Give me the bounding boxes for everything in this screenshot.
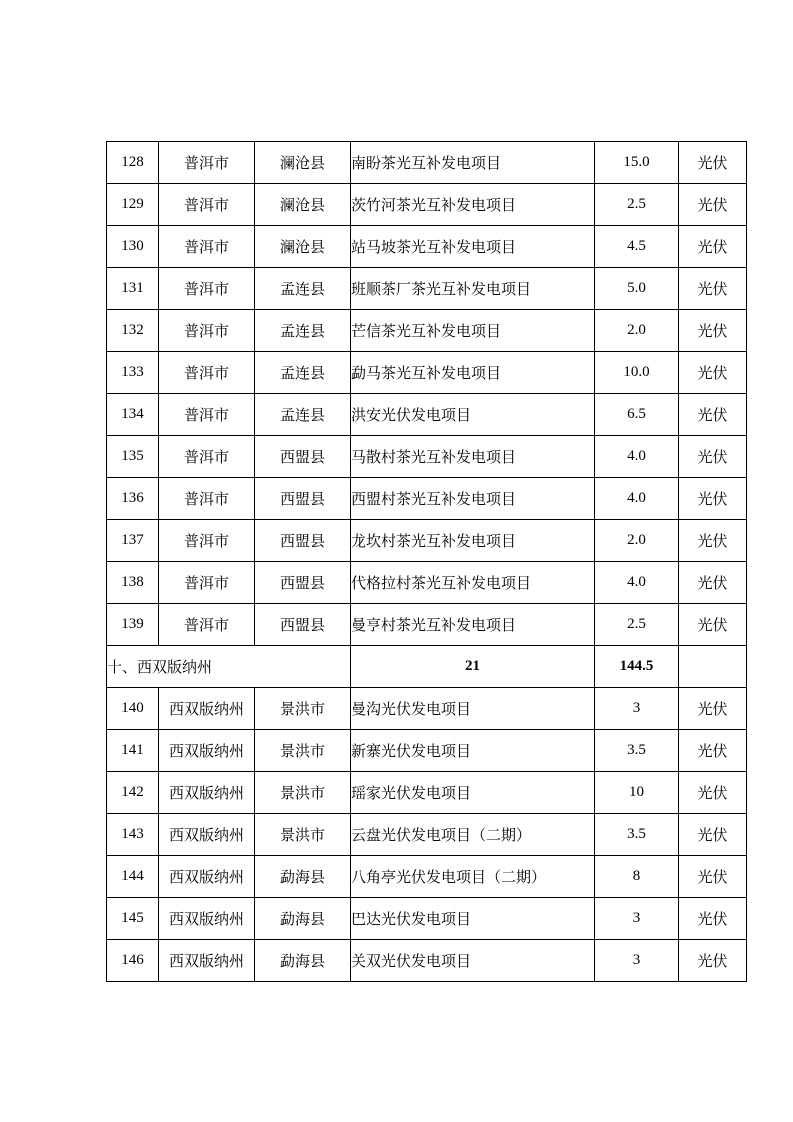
row-county: 澜沧县 <box>255 184 351 226</box>
row-capacity: 2.5 <box>595 604 679 646</box>
row-capacity: 3 <box>595 898 679 940</box>
row-number: 146 <box>107 940 159 982</box>
table-body-section <box>107 646 747 688</box>
row-project-name: 巴达光伏发电项目 <box>351 898 595 940</box>
row-city: 西双版纳州 <box>159 772 255 814</box>
table-body-upper <box>107 142 747 646</box>
row-county: 勐海县 <box>255 856 351 898</box>
row-capacity: 10 <box>595 772 679 814</box>
row-number: 143 <box>107 814 159 856</box>
row-city: 普洱市 <box>159 226 255 268</box>
row-county: 澜沧县 <box>255 226 351 268</box>
table-row <box>107 898 747 940</box>
row-county: 西盟县 <box>255 478 351 520</box>
table-row <box>107 184 747 226</box>
table-row <box>107 520 747 562</box>
row-city: 普洱市 <box>159 394 255 436</box>
table-row <box>107 730 747 772</box>
row-number: 145 <box>107 898 159 940</box>
row-project-name: 马散村茶光互补发电项目 <box>351 436 595 478</box>
row-number: 135 <box>107 436 159 478</box>
row-capacity: 5.0 <box>595 268 679 310</box>
row-city: 普洱市 <box>159 604 255 646</box>
row-number: 140 <box>107 688 159 730</box>
row-number: 128 <box>107 142 159 184</box>
row-type: 光伏 <box>679 814 747 856</box>
row-capacity: 3 <box>595 688 679 730</box>
row-number: 138 <box>107 562 159 604</box>
row-project-name: 班顺茶厂茶光互补发电项目 <box>351 268 595 310</box>
row-type: 光伏 <box>679 898 747 940</box>
table-row <box>107 436 747 478</box>
row-capacity: 3.5 <box>595 814 679 856</box>
row-project-name: 芒信茶光互补发电项目 <box>351 310 595 352</box>
row-county: 孟连县 <box>255 310 351 352</box>
row-type: 光伏 <box>679 352 747 394</box>
row-project-name: 八角亭光伏发电项目（二期） <box>351 856 595 898</box>
row-city: 普洱市 <box>159 310 255 352</box>
row-type: 光伏 <box>679 856 747 898</box>
table-row <box>107 310 747 352</box>
row-capacity: 10.0 <box>595 352 679 394</box>
row-city: 普洱市 <box>159 142 255 184</box>
row-project-name: 洪安光伏发电项目 <box>351 394 595 436</box>
row-county: 西盟县 <box>255 562 351 604</box>
row-type: 光伏 <box>679 520 747 562</box>
row-capacity: 4.5 <box>595 226 679 268</box>
row-county: 勐海县 <box>255 940 351 982</box>
row-type: 光伏 <box>679 604 747 646</box>
row-city: 西双版纳州 <box>159 814 255 856</box>
row-county: 西盟县 <box>255 436 351 478</box>
row-city: 普洱市 <box>159 520 255 562</box>
project-table <box>106 141 747 982</box>
row-type: 光伏 <box>679 184 747 226</box>
row-project-name: 新寨光伏发电项目 <box>351 730 595 772</box>
row-type: 光伏 <box>679 226 747 268</box>
row-county: 景洪市 <box>255 814 351 856</box>
row-number: 133 <box>107 352 159 394</box>
row-project-name: 曼亨村茶光互补发电项目 <box>351 604 595 646</box>
row-project-name: 代格拉村茶光互补发电项目 <box>351 562 595 604</box>
row-number: 141 <box>107 730 159 772</box>
row-project-name: 西盟村茶光互补发电项目 <box>351 478 595 520</box>
row-type: 光伏 <box>679 478 747 520</box>
table-row <box>107 352 747 394</box>
row-number: 129 <box>107 184 159 226</box>
table-row <box>107 604 747 646</box>
row-type: 光伏 <box>679 436 747 478</box>
row-city: 普洱市 <box>159 436 255 478</box>
section-empty-cell <box>679 646 747 688</box>
row-capacity: 6.5 <box>595 394 679 436</box>
table-row <box>107 856 747 898</box>
row-type: 光伏 <box>679 394 747 436</box>
row-city: 西双版纳州 <box>159 856 255 898</box>
table-row <box>107 688 747 730</box>
row-capacity: 2.0 <box>595 310 679 352</box>
row-type: 光伏 <box>679 268 747 310</box>
row-capacity: 4.0 <box>595 478 679 520</box>
table-row <box>107 772 747 814</box>
row-county: 景洪市 <box>255 688 351 730</box>
row-type: 光伏 <box>679 310 747 352</box>
row-number: 131 <box>107 268 159 310</box>
row-capacity: 15.0 <box>595 142 679 184</box>
table-row <box>107 394 747 436</box>
row-project-name: 曼沟光伏发电项目 <box>351 688 595 730</box>
row-number: 139 <box>107 604 159 646</box>
row-city: 西双版纳州 <box>159 940 255 982</box>
table-body-lower <box>107 688 747 982</box>
table-row <box>107 226 747 268</box>
row-city: 普洱市 <box>159 268 255 310</box>
row-project-name: 站马坡茶光互补发电项目 <box>351 226 595 268</box>
row-type: 光伏 <box>679 688 747 730</box>
row-city: 西双版纳州 <box>159 898 255 940</box>
row-county: 孟连县 <box>255 394 351 436</box>
row-number: 134 <box>107 394 159 436</box>
row-project-name: 云盘光伏发电项目（二期） <box>351 814 595 856</box>
row-county: 西盟县 <box>255 604 351 646</box>
table-row <box>107 478 747 520</box>
row-city: 西双版纳州 <box>159 730 255 772</box>
section-title: 十、西双版纳州 <box>107 646 351 688</box>
row-capacity: 3.5 <box>595 730 679 772</box>
row-city: 普洱市 <box>159 562 255 604</box>
row-project-name: 关双光伏发电项目 <box>351 940 595 982</box>
row-county: 澜沧县 <box>255 142 351 184</box>
row-city: 西双版纳州 <box>159 688 255 730</box>
row-project-name: 勐马茶光互补发电项目 <box>351 352 595 394</box>
section-row <box>107 646 747 688</box>
table-row <box>107 142 747 184</box>
table-row <box>107 814 747 856</box>
row-capacity: 2.5 <box>595 184 679 226</box>
table-row <box>107 940 747 982</box>
row-number: 142 <box>107 772 159 814</box>
row-project-name: 龙坎村茶光互补发电项目 <box>351 520 595 562</box>
row-number: 136 <box>107 478 159 520</box>
row-number: 130 <box>107 226 159 268</box>
row-capacity: 2.0 <box>595 520 679 562</box>
row-project-name: 茨竹河茶光互补发电项目 <box>351 184 595 226</box>
section-count: 21 <box>351 646 595 688</box>
section-total: 144.5 <box>595 646 679 688</box>
row-county: 西盟县 <box>255 520 351 562</box>
row-type: 光伏 <box>679 772 747 814</box>
row-city: 普洱市 <box>159 352 255 394</box>
row-county: 孟连县 <box>255 268 351 310</box>
row-type: 光伏 <box>679 730 747 772</box>
row-city: 普洱市 <box>159 478 255 520</box>
row-type: 光伏 <box>679 562 747 604</box>
row-capacity: 8 <box>595 856 679 898</box>
row-type: 光伏 <box>679 142 747 184</box>
row-project-name: 瑶家光伏发电项目 <box>351 772 595 814</box>
row-type: 光伏 <box>679 940 747 982</box>
row-capacity: 3 <box>595 940 679 982</box>
row-project-name: 南盼茶光互补发电项目 <box>351 142 595 184</box>
row-number: 144 <box>107 856 159 898</box>
row-number: 132 <box>107 310 159 352</box>
row-capacity: 4.0 <box>595 562 679 604</box>
row-number: 137 <box>107 520 159 562</box>
row-county: 孟连县 <box>255 352 351 394</box>
row-capacity: 4.0 <box>595 436 679 478</box>
row-county: 景洪市 <box>255 730 351 772</box>
table-row <box>107 268 747 310</box>
row-county: 景洪市 <box>255 772 351 814</box>
table-row <box>107 562 747 604</box>
row-county: 勐海县 <box>255 898 351 940</box>
row-city: 普洱市 <box>159 184 255 226</box>
